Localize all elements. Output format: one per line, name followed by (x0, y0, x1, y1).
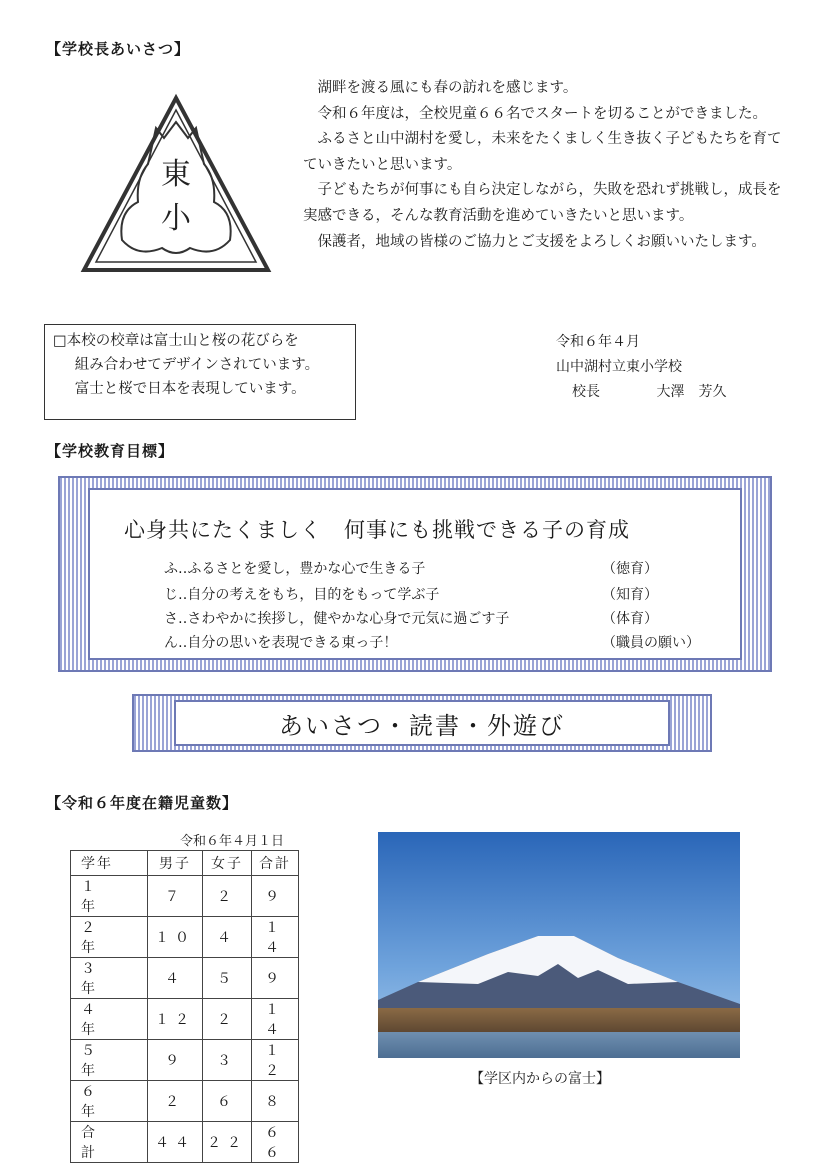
goal-item: ん‥自分の思いを表現できる東っ子！ (164, 635, 398, 651)
table-row (71, 1081, 299, 1122)
table-cell: ９ (252, 958, 299, 999)
table-header-cell: 合計 (252, 851, 299, 876)
table-cell: ４４ (148, 1122, 203, 1163)
goals-headline: 心身共にたくましく 何事にも挑戦できる子の育成 (124, 518, 630, 542)
emblem-note-line: 組み合わせてデザインされています。 (74, 357, 320, 373)
table-cell: ８ (252, 1081, 299, 1122)
goal-category: （知育） (602, 587, 658, 603)
enrollment-date: 令和６年４月１日 (180, 834, 285, 849)
table-cell: ６６ (252, 1122, 299, 1163)
table-cell: ２ (148, 1081, 203, 1122)
emblem-note-line: 富士と桜で日本を表現しています。 (74, 381, 306, 397)
goal-category: （職員の願い） (602, 635, 700, 651)
goal-category: （徳育） (602, 561, 658, 577)
table-cell: ６ (203, 1081, 252, 1122)
goal-item: ふ‥ふるさとを愛し，豊かな心で生きる子 (164, 561, 426, 577)
table-header-cell: 学年 (71, 851, 148, 876)
table-cell: ４ (148, 958, 203, 999)
goal-item: さ‥さわやかに挨拶し，健やかな心身で元気に過ごす子 (164, 611, 510, 627)
table-cell: １２ (252, 1040, 299, 1081)
table-row (71, 958, 299, 999)
table-cell: ５年 (71, 1040, 148, 1081)
table-cell: ７ (148, 876, 203, 917)
table-row (71, 917, 299, 958)
table-cell: ５ (203, 958, 252, 999)
table-cell: １４ (252, 917, 299, 958)
signature-school: 山中湖村立東小学校 (556, 359, 682, 375)
table-cell: ９ (148, 1040, 203, 1081)
table-header-cell: 男子 (148, 851, 203, 876)
emblem-char-2: 小 (161, 201, 191, 236)
table-cell: ４ (203, 917, 252, 958)
photo-caption: 【学区内からの富士】 (470, 1071, 610, 1087)
table-cell: ４年 (71, 999, 148, 1040)
table-header-cell: 女子 (203, 851, 252, 876)
signature-title: 校長 (572, 384, 600, 400)
emblem-note-line: □本校の校章は富士山と桜の花びらを (53, 333, 299, 349)
table-cell: ２ (203, 999, 252, 1040)
table-cell: ２年 (71, 917, 148, 958)
goal-item: じ‥自分の考えをもち，目的をもって学ぶ子 (164, 587, 440, 603)
motto-text: あいさつ・読書・外遊び (174, 700, 670, 746)
emblem-char-1: 東 (161, 157, 191, 192)
enrollment-section-title: 【令和６年度在籍児童数】 (46, 794, 239, 812)
table-cell: １０ (148, 917, 203, 958)
table-cell: １年 (71, 876, 148, 917)
greeting-section-title: 【学校長あいさつ】 (46, 40, 191, 58)
goal-category: （体育） (602, 611, 658, 627)
signature-name: 大澤 芳久 (656, 384, 727, 400)
table-row (71, 1040, 299, 1081)
greeting-paragraph: 湖畔を渡る風にも春の訪れを感じます。 (317, 80, 578, 96)
table-row (71, 876, 299, 917)
goals-section-title: 【学校教育目標】 (46, 442, 175, 460)
emblem-note-box (44, 324, 356, 420)
greeting-paragraph: 令和６年度は，全校児童６６名でスタートを切ることができました。 (317, 105, 767, 122)
table-cell: ３ (203, 1040, 252, 1081)
greeting-body (303, 76, 793, 255)
signature-date: 令和６年４月 (556, 334, 640, 350)
motto-frame (132, 694, 712, 752)
table-row (71, 999, 299, 1040)
table-cell: １２ (148, 999, 203, 1040)
mount-fuji-photo (378, 832, 740, 1058)
table-cell: ６年 (71, 1081, 148, 1122)
table-cell: 合計 (71, 1122, 148, 1163)
greeting-paragraph: ふるさと山中湖村を愛し，未来をたくましく生き抜く子どもたちを育てていきたいと思います。 (303, 131, 782, 173)
table-total-row (71, 1122, 299, 1163)
table-header-row (71, 851, 299, 876)
greeting-paragraph: 保護者，地域の皆様のご協力とご支援をよろしくお願いいたします。 (317, 233, 766, 250)
signature-block (556, 330, 726, 405)
greeting-paragraph: 子どもたちが何事にも自ら決定しながら，失敗を恐れず挑戦し，成長を実感できる，そんな教育活動を進めていきたいと思います。 (303, 182, 782, 224)
school-emblem (78, 92, 274, 278)
signature-principal (556, 380, 726, 405)
enrollment-table (70, 850, 299, 1163)
table-cell: ２ (203, 876, 252, 917)
table-cell: ２２ (203, 1122, 252, 1163)
table-cell: ３年 (71, 958, 148, 999)
table-cell: １４ (252, 999, 299, 1040)
table-cell: ９ (252, 876, 299, 917)
